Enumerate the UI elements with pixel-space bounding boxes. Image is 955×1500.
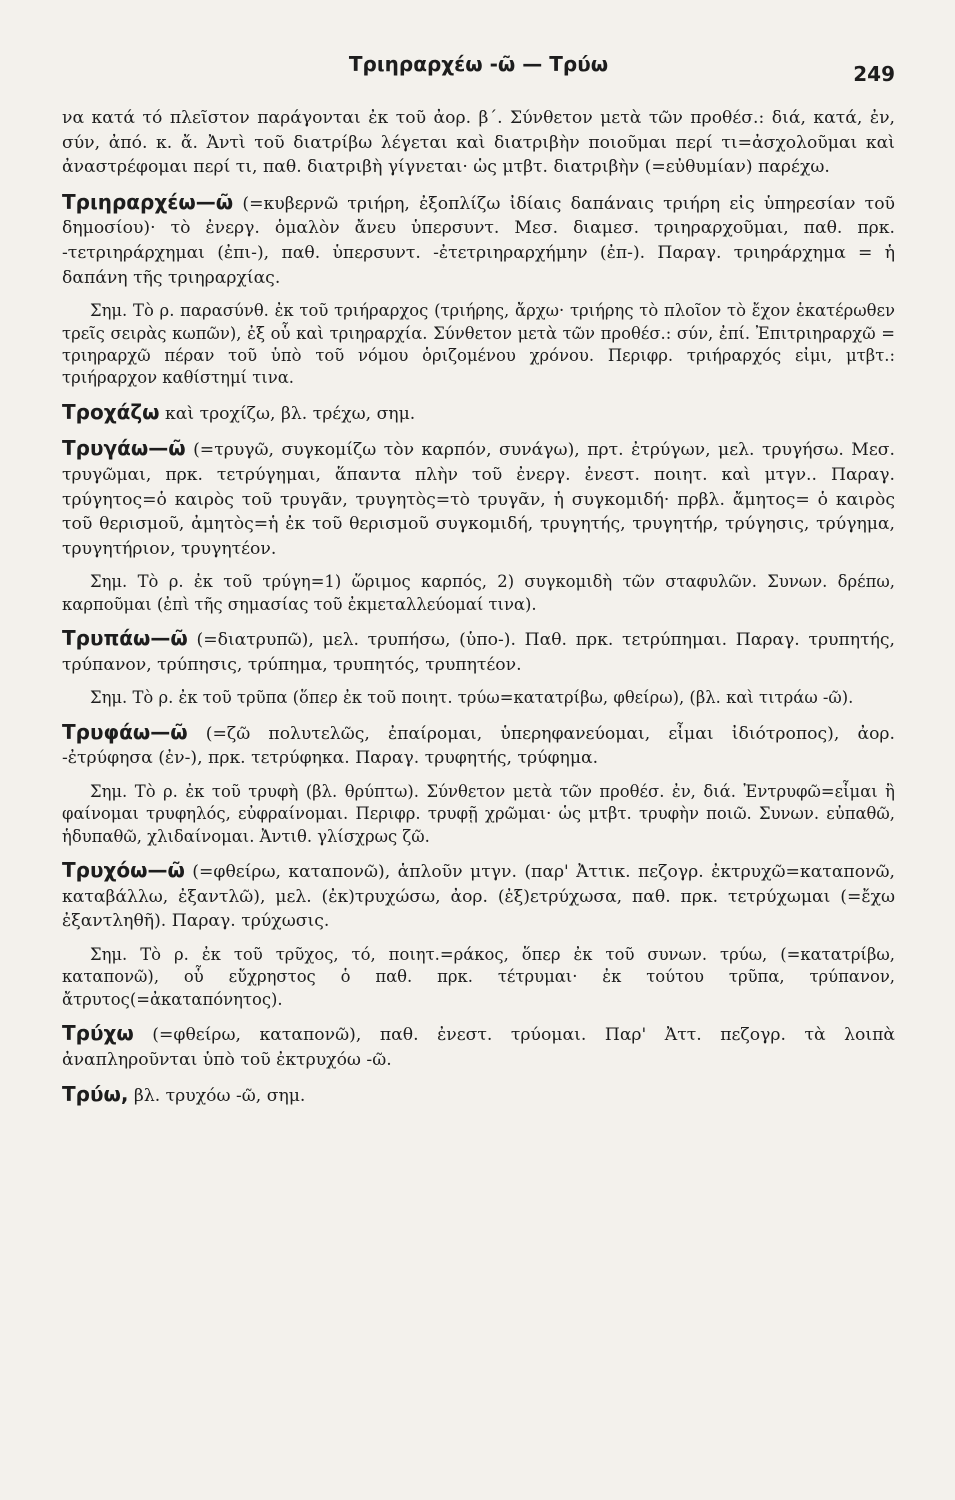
dictionary-entry [62, 720, 895, 771]
etymology-note [62, 687, 895, 709]
entry-headword: Τρύω, [62, 1082, 129, 1107]
dictionary-entry [62, 626, 895, 677]
entry-headword: Τρυχόω—ῶ [62, 858, 185, 883]
entry-text: βλ. τρυχόω -ῶ, σημ. [133, 1086, 306, 1107]
entry-headword: Τρύχω [62, 1021, 134, 1046]
entry-headword: Τρυφάω—ῶ [62, 719, 188, 744]
entry-headword: Τρυγάω—ῶ [62, 436, 186, 461]
entry-continuation [62, 106, 895, 180]
entry-text: καὶ τροχίζω, βλ. τρέχω, σημ. [165, 403, 416, 424]
entry-headword: Τρυπάω—ῶ [62, 626, 188, 651]
entry-headword: Τριηραρχέω—ῶ [62, 189, 234, 214]
entry-text: (=τρυγῶ, συγκομίζω τὸν καρπόν, συνάγω), πρτ. ἐτρύγων, μελ. τρυγήσω. Μεσ. τρυγῶμαι, πρκ. τετρύγημαι, ἅπαντα πλὴν τοῦ ἐνεργ. ἐνεστ. ποιητ. καὶ μτγν.. Παραγ. τρύγητος=ὁ καιρὸς τοῦ τρυγᾶν, τρυγητὸς=τὸ τρυγᾶν, ἡ συγκομιδή· πρβλ. ἄμητος= ὁ καιρὸς τοῦ θερισμοῦ, ἀμητὸς=ἡ ἐκ τοῦ θερισμοῦ συγκομιδή, τρυγητής, τρυγητήρ, τρύγησις, τρύγημα, τρυγητήριον, τρυγητέον. [62, 440, 895, 559]
dictionary-entry [62, 858, 895, 934]
entry-text: (=φθείρω, καταπονῶ), ἁπλοῦν μτγν. (παρ' Ἀττικ. πεζογρ. ἐκτρυχῶ=καταπονῶ, καταβάλλω, ἐξαντλῶ), μελ. (ἐκ)τρυχώσω, ἀορ. (ἐξ)ετρύχωσα, παθ. πρκ. τετρύχωμαι (=ἔχω ἐξαντληθῆ). Παραγ. τρύχωσις. [62, 862, 895, 932]
entry-text: (=φθείρω, καταπονῶ), παθ. ἐνεστ. τρύομαι. Παρ' Ἀττ. πεζογρ. τὰ λοιπὰ ἀναπληροῦνται ὑπὸ τοῦ ἐκτρυχόω -ῶ. [62, 1025, 895, 1070]
etymology-note [62, 300, 895, 390]
entry-text: (=διατρυπῶ), μελ. τρυπήσω, (ὑπο-). Παθ. πρκ. τετρύπημαι. Παραγ. τρυπητής, τρύπανον, τρύπησις, τρύπημα, τρυπητός, τρυπητέον. [62, 630, 895, 675]
etymology-note [62, 781, 895, 848]
entry-text: να κατά τό πλεῖστον παράγονται ἐκ τοῦ ἀορ. β΄. Σύνθετον μετὰ τῶν προθέσ.: διά, κατά, ἐν, σύν, ἀπό. κ. ἄ. Ἀντὶ τοῦ διατρίβω λέγεται καὶ διατριβὴν ποιοῦμαι περί τι=ἀσχολοῦμαι καὶ ἀναστρέφομαι περί τι, παθ. διατριβὴ γίγνεται· ὡς μτβτ. διατριβὴν (=εὐθυμίαν) παρέχω. [62, 108, 895, 178]
etymology-note [62, 571, 895, 616]
entry-text: (=ζῶ πολυτελῶς, ἐπαίρομαι, ὑπερηφανεύομαι, εἶμαι ἰδιότροπος), ἀορ. -ἐτρύφησα (ἐν-), πρκ. τετρύφηκα. Παραγ. τρυφητής, τρύφημα. [62, 723, 895, 769]
running-head [62, 52, 895, 92]
running-head-title: Τριηραρχέω -ῶ — Τρύω [348, 52, 609, 76]
dictionary-entry [62, 400, 895, 427]
entry-text: Σημ. Τὸ ρ. ἐκ τοῦ τρυφὴ (βλ. θρύπτω). Σύνθετον μετὰ τῶν προθέσ. ἐν, διά. Ἐντρυφῶ=εἶμαι ἢ φαίνομαι τρυφηλός, εὐφραίνομαι. Περιφρ. τρυφῇ χρῶμαι· ὡς μτβτ. τρυφὴν ποιῶ. Συνων. εὐπαθῶ, ἡδυπαθῶ, χλιδαίνομαι. Ἀντιθ. γλίσχρως ζῶ. [62, 781, 895, 846]
entry-text: Σημ. Τὸ ρ. ἐκ τοῦ τρῦπα (ὅπερ ἐκ τοῦ ποιητ. τρύω=κατατρίβω, φθείρω), (βλ. καὶ τιτράω -ῶ). [90, 688, 854, 708]
etymology-note [62, 944, 895, 1011]
entry-text: Σημ. Τὸ ρ. ἐκ τοῦ τρύγη=1) ὥριμος καρπός, 2) συγκομιδὴ τῶν σταφυλῶν. Συνων. δρέπω, καρποῦμαι (ἐπὶ τῆς σημασίας τοῦ ἐκμεταλλεύομαί τινα). [62, 572, 895, 614]
entry-text: (=κυβερνῶ τριήρη, ἐξοπλίζω ἰδίαις δαπάναις τριήρη εἰς ὑπηρεσίαν τοῦ δημοσίου)· τὸ ἐνεργ. ὁμαλὸν ἄνευ ὑπερσυντ. Μεσ. διαμεσ. τριηραρχοῦμαι, παθ. πρκ. -τετριηράρχημαι (ἐπι-), παθ. ὑπερσυντ. -ἐτετριηραρχήμην (ἐπ-). Παραγ. τριηράρχημα = ἡ δαπάνη τῆς τριηραρχίας. [62, 193, 895, 288]
dictionary-entry [62, 436, 895, 561]
dictionary-entry [62, 1021, 895, 1072]
entry-headword: Τροχάζω [62, 399, 160, 424]
page-number: 249 [853, 62, 895, 86]
dictionary-entries [62, 106, 895, 1109]
entry-text: Σημ. Τὸ ρ. ἐκ τοῦ τρῦχος, τό, ποιητ.=ράκος, ὅπερ ἐκ τοῦ συνων. τρύω, (=κατατρίβω, καταπονῶ), οὗ εὔχρηστος ὁ παθ. πρκ. τέτρυμαι· ἐκ τούτου τρῦπα, τρύπανον, ἄτρυτος(=ἀκαταπόνητος). [62, 944, 895, 1009]
dictionary-entry [62, 190, 895, 290]
dictionary-entry [62, 1082, 895, 1109]
entry-text: Σημ. Τὸ ρ. παρασύνθ. ἐκ τοῦ τριήραρχος (τριήρης, ἄρχω· τριήρης τὸ πλοῖον τὸ ἔχον ἑκατέρωθεν τρεῖς σειρὰς κωπῶν), ἐξ οὗ καὶ τριηραρχία. Σύνθετον μετὰ τῶν προθέσ.: σύν, ἐπί. Ἐπιτριηραρχῶ = τριηραρχῶ πέραν τοῦ ὑπὸ τοῦ νόμου ὁριζομένου χρόνου. Περιφρ. τριήραρχός εἰμι, μτβτ.: τριήραρχον καθίστημί τινα. [62, 301, 895, 388]
